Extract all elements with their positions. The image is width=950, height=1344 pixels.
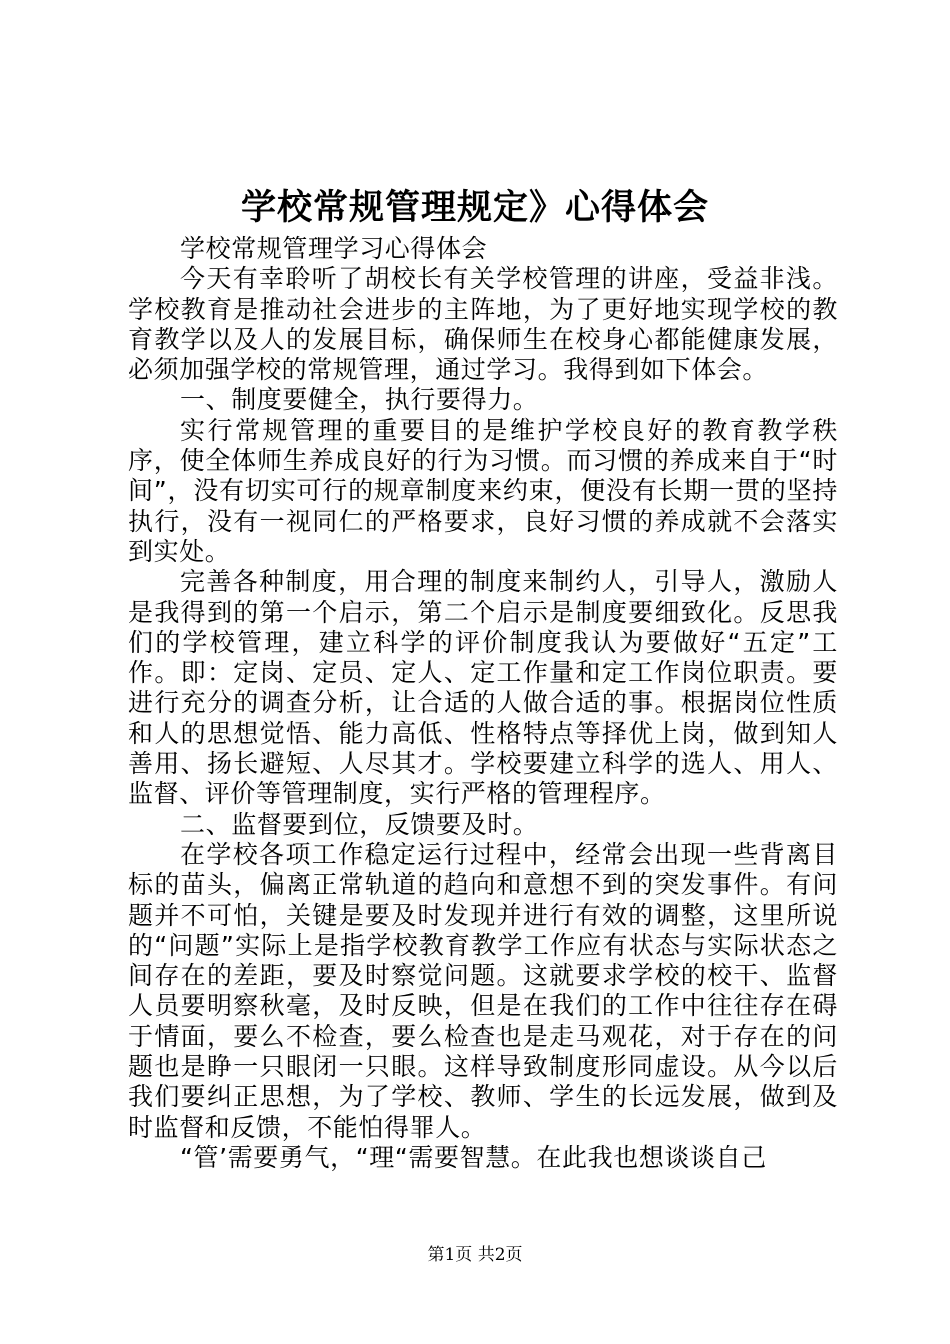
document-title: 学校常规管理规定》心得体会 [240,187,709,228]
paragraph-subtitle: 学校常规管理学习心得体会 [180,234,488,263]
section-heading-2: 二、监督要到位，反馈要及时。 [180,809,539,839]
document-body [128,234,838,1173]
paragraph-section-1a: 实行常规管理的重要目的是维护学校良好的教育教学秩序，使全体师生养成良好的行为习惯。而习惯的养成来自于“时间”，没有切实可行的规章制度来约束，便没有长期一贯的坚持执行，没有一视同仁的严格要求，良好习惯的养成就不会落实到实处。 [128,415,838,566]
section-heading-1: 一、制度要健全，执行要得力。 [180,385,539,415]
page-number-footer: 第1页 共2页 [427,1245,523,1265]
paragraph-intro: 今天有幸聆听了胡校长有关学校管理的讲座，受益非浅。学校教育是推动社会进步的主阵地，为了更好地实现学校的教育教学以及人的发展目标，确保师生在校身心都能健康发展，必须加强学校的常规管理，通过学习。我得到如下体会。 [128,264,838,385]
paragraph-section-1b: 完善各种制度，用合理的制度来制约人，引导人，激励人是我得到的第一个启示，第二个启示是制度要细致化。反思我们的学校管理，建立科学的评价制度我认为要做好“五定”工作。即：定岗、定员、定人、定工作量和定工作岗位职责。要进行充分的调查分析，让合适的人做合适的事。根据岗位性质和人的思想觉悟、能力高低、性格特点等择优上岗，做到知人善用、扬长避短、人尽其才。学校要建立科学的选人、用人、监督、评价等管理制度，实行严格的管理程序。 [128,567,838,809]
paragraph-section-2b: “管’需要勇气，“理“需要智慧。在此我也想谈谈自己 [180,1142,767,1172]
paragraph-section-2a: 在学校各项工作稳定运行过程中，经常会出现一些背离目标的苗头，偏离正常轨道的趋向和意想不到的突发事件。有问题并不可怕，关键是要及时发现并进行有效的调整，这里所说的“问题”实际上是指学校教育教学工作应有状态与实际状态之间存在的差距，要及时察觉问题。这就要求学校的校干、监督人员要明察秋毫，及时反映，但是在我们的工作中往往存在碍于情面，要么不检查，要么检查也是走马观花，对于存在的问题也是睁一只眼闭一只眼。这样导致制度形同虚设。从今以后我们要纠正思想，为了学校、教师、学生的长远发展，做到及时监督和反馈，不能怕得罪人。 [128,839,838,1142]
